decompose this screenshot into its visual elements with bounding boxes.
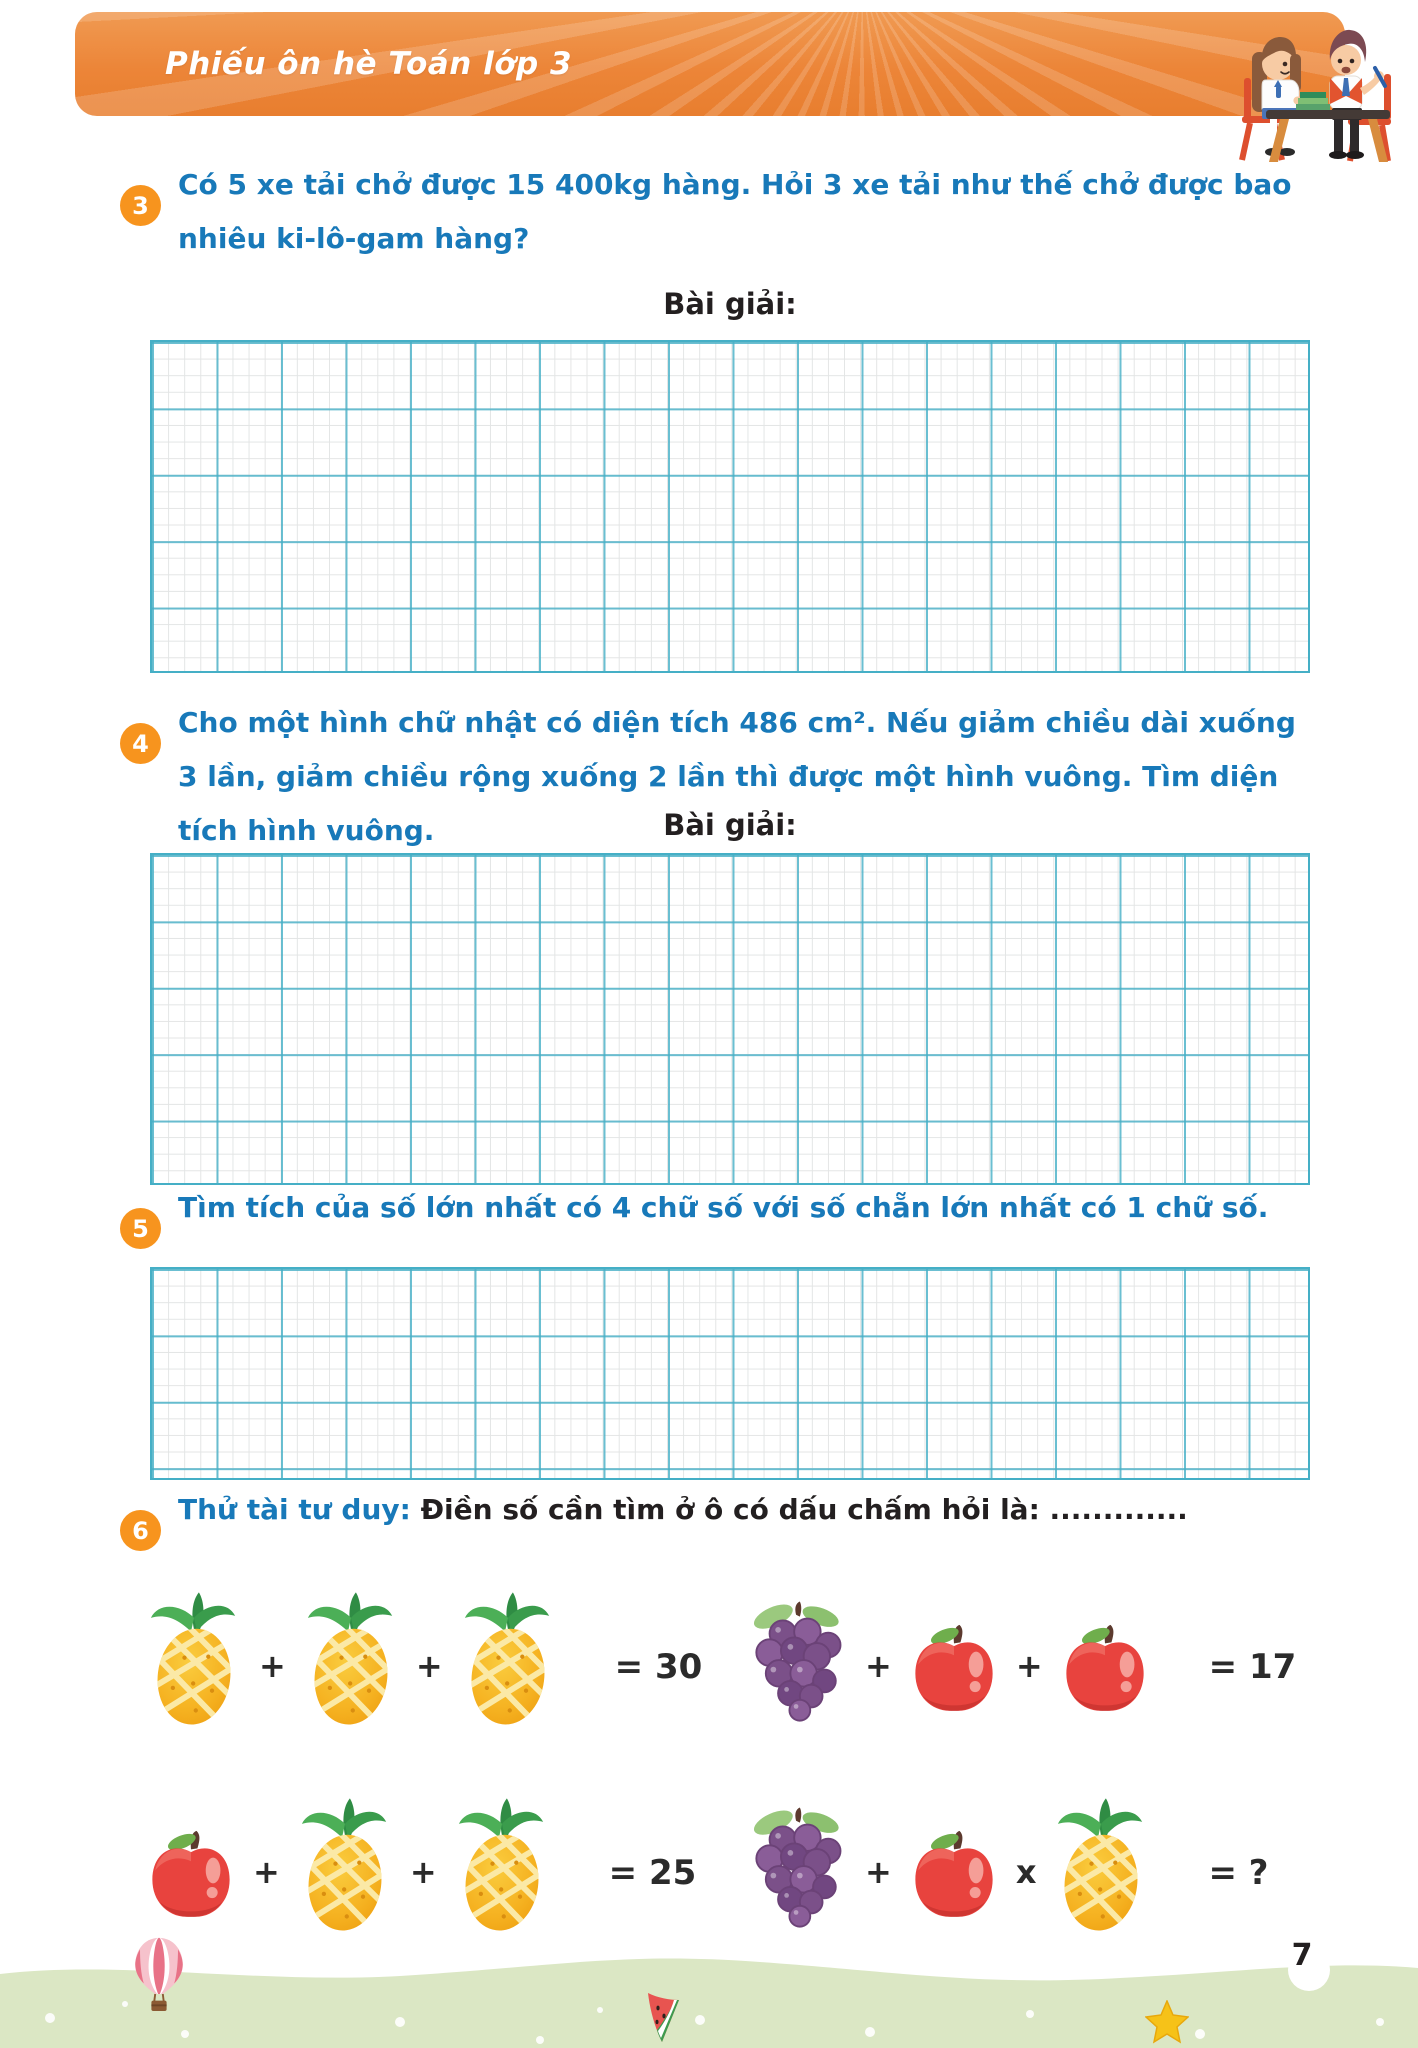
equation-row-3 bbox=[145, 1786, 696, 1934]
page-number: 7 bbox=[1291, 1938, 1313, 1973]
pineapple-icon bbox=[459, 1590, 557, 1728]
apple-icon bbox=[908, 1828, 1000, 1924]
equation-row-4 bbox=[745, 1786, 1269, 1934]
plus-operator: + bbox=[253, 1853, 280, 1891]
answer-grid-2 bbox=[150, 853, 1310, 1185]
equation-row-2 bbox=[745, 1580, 1296, 1728]
problem-6-lead: Thử tài tư duy: bbox=[178, 1493, 411, 1526]
plus-operator: + bbox=[415, 1647, 443, 1685]
equation-result: = 17 bbox=[1208, 1647, 1297, 1687]
problem-3-badge: 3 bbox=[120, 185, 161, 226]
problem-4-solution-label: Bài giải: bbox=[663, 808, 797, 842]
apple-icon bbox=[1059, 1622, 1151, 1718]
problem-6-text bbox=[178, 1483, 1318, 1537]
apple-icon bbox=[145, 1828, 237, 1924]
page-title: Phiếu ôn hè Toán lớp 3 bbox=[165, 46, 573, 82]
equation-row-1 bbox=[145, 1580, 702, 1728]
problem-6-body: Điền số cần tìm ở ô có dấu chấm hỏi là: ............. bbox=[410, 1493, 1188, 1526]
multiply-operator: x bbox=[1015, 1853, 1037, 1891]
apple-icon bbox=[908, 1622, 1000, 1718]
equation-result: = 25 bbox=[608, 1853, 697, 1893]
footer-landscape bbox=[0, 1922, 1418, 2048]
problem-3-solution-label: Bài giải: bbox=[663, 287, 797, 321]
pineapple-icon bbox=[296, 1796, 394, 1934]
equation-result: = ? bbox=[1208, 1853, 1269, 1893]
problem-3-text: Có 5 xe tải chở được 15 400kg hàng. Hỏi 3 xe tải như thế chở được bao nhiêu ki-lô-gam hàng? bbox=[178, 168, 1292, 255]
pineapple-icon bbox=[1052, 1796, 1150, 1934]
pineapple-icon bbox=[302, 1590, 400, 1728]
grapes-icon bbox=[745, 1804, 849, 1932]
answer-grid-1 bbox=[150, 340, 1310, 673]
problem-5-text: Tìm tích của số lớn nhất có 4 chữ số với số chẵn lớn nhất có 1 chữ số. bbox=[178, 1191, 1269, 1224]
plus-operator: + bbox=[259, 1647, 286, 1685]
problem-4-badge: 4 bbox=[120, 723, 161, 764]
answer-grid-3 bbox=[150, 1267, 1310, 1480]
plus-operator: + bbox=[409, 1853, 437, 1891]
header-banner bbox=[75, 12, 1345, 116]
grapes-icon bbox=[745, 1598, 849, 1726]
plus-operator: + bbox=[1015, 1647, 1043, 1685]
pineapple-icon bbox=[145, 1590, 243, 1728]
plus-operator: + bbox=[865, 1853, 892, 1891]
plus-operator: + bbox=[865, 1647, 892, 1685]
pineapple-icon bbox=[453, 1796, 551, 1934]
kids-studying-illustration bbox=[1178, 16, 1410, 162]
problem-6-badge: 6 bbox=[120, 1510, 161, 1551]
problem-5-badge: 5 bbox=[120, 1208, 161, 1249]
equation-result: = 30 bbox=[614, 1647, 703, 1687]
problem-4-text: Cho một hình chữ nhật có diện tích 486 cm². Nếu giảm chiều dài xuống 3 lần, giảm chiều rộng xuống 2 lần thì được một hình vuông. Tìm diện tích hình vuông. bbox=[178, 706, 1296, 847]
